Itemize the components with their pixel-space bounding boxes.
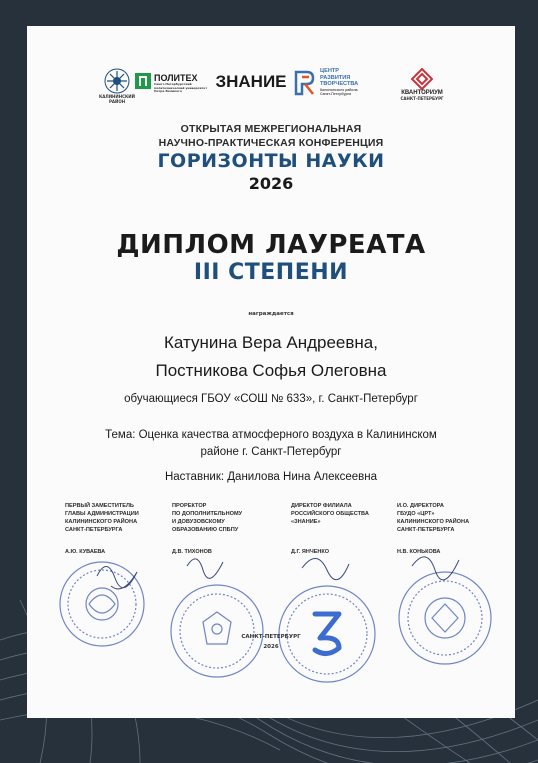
recipient-name-1: Катунина Вера Андреевна, <box>164 333 378 352</box>
ctr-line-2: РАЗВИТИЯ <box>320 74 351 81</box>
signature-3-line-2: РОССИЙСКОГО ОБЩЕСТВА <box>291 511 369 517</box>
signature-4-line-2: ГБУДО «ЦРТ» <box>397 511 435 517</box>
signature-3-line-1: ДИРЕКТОР ФИЛИАЛА <box>291 503 352 509</box>
recipient-name-2: Постникова Софья Олеговна <box>155 361 387 380</box>
signature-1-line-4: САНКТ-ПЕТЕРБУРГА <box>65 527 123 533</box>
politekh-label: ПОЛИТЕХ <box>154 73 198 83</box>
ctr-line-5: Санкт-Петербурга <box>320 91 352 96</box>
conference-title: ГОРИЗОНТЫ НАУКИ <box>157 150 385 172</box>
znanie-logo <box>210 72 292 92</box>
signatory-1-name: А.Ю. КУВАЕВА <box>65 549 106 555</box>
kalininsky-label: КАЛИНИНСКИЙ <box>99 94 135 99</box>
stamps-area <box>27 526 515 706</box>
signature-4-line-4: САНКТ-ПЕТЕРБУРГА <box>397 527 455 533</box>
ctr-line-3: ТВОРЧЕСТВА <box>320 81 359 87</box>
diploma-title: ДИПЛОМ ЛАУРЕАТА <box>116 230 426 260</box>
kvantorium-label: КВАНТОРИУМ <box>401 90 443 96</box>
signatory-2-name: Д.В. ТИХОНОВ <box>172 549 212 555</box>
logo-row <box>27 68 515 128</box>
signature-1-line-3: КАЛИНИНСКОГО РАЙОНА <box>65 519 138 525</box>
kvantorium-sub: САНКТ-ПЕТЕРБУРГ <box>400 96 444 101</box>
ctr-mark-icon <box>293 68 317 96</box>
kalininsky-logo <box>97 68 137 104</box>
conference-line-2: НАУЧНО-ПРАКТИЧЕСКАЯ КОНФЕРЕНЦИЯ <box>158 137 384 149</box>
theme-line-2: районе г. Санкт-Петербург <box>200 446 342 458</box>
footer-year: 2026 <box>263 644 279 650</box>
footer-city: САНКТ-ПЕТЕРБУРГ <box>241 634 301 640</box>
theme-line-1: Тема: Оценка качества атмосферного воздуха в Калининском <box>105 429 437 441</box>
ctr-line-4: Калининского района <box>320 87 358 92</box>
signature-2-scribble <box>187 559 223 578</box>
stamp-4-icon <box>399 572 491 664</box>
theme-block <box>27 427 515 461</box>
signature-2-line-3: И ДОВУЗОВСКОМУ <box>172 519 225 525</box>
znanie-label: ЗНАНИЕ <box>215 72 287 91</box>
diploma-degree: III СТЕПЕНИ <box>193 260 349 285</box>
signature-block-3 <box>291 502 391 555</box>
conference-year: 2026 <box>248 174 294 193</box>
school-line: обучающиеся ГБОУ «СОШ № 633», г. Санкт-Петербург <box>124 393 418 405</box>
signatory-3-name: Д.Г. ЯНЧЕНКО <box>291 549 329 555</box>
awarded-label: награждается <box>248 311 294 317</box>
signature-2-line-2: ПО ДОПОЛНИТЕЛЬНОМУ <box>172 511 243 517</box>
signature-3-line-3: «ЗНАНИЕ» <box>291 519 321 525</box>
stamp-2-icon <box>171 585 263 677</box>
kvantorium-mark-icon <box>411 68 433 90</box>
ctr-line-1: ЦЕНТР <box>320 68 340 74</box>
kalininsky-sub: РАЙОН <box>108 99 126 104</box>
conference-line-1: ОТКРЫТАЯ МЕЖРЕГИОНАЛЬНАЯ <box>180 123 362 135</box>
mentor-line: Наставник: Данилова Нина Алексеевна <box>164 471 378 483</box>
kvantorium-logo <box>392 68 452 101</box>
politekh-mark-icon <box>135 73 151 89</box>
signature-4-line-1: И.О. ДИРЕКТОРА <box>397 503 444 509</box>
signatory-4-name: Н.В. КОНЬКОВА <box>397 549 441 555</box>
signature-2-line-4: ОБРАЗОВАНИЮ СПБПУ <box>172 527 239 533</box>
signature-2-line-1: ПРОРЕКТОР <box>172 503 207 509</box>
signature-1-line-1: ПЕРВЫЙ ЗАМЕСТИТЕЛЬ <box>65 503 134 509</box>
signature-4-line-3: КАЛИНИНСКОГО РАЙОНА <box>397 519 470 525</box>
signature-4-scribble <box>412 557 459 580</box>
politekh-sub: Санкт-Петербургский политехнический университет Петра Великого <box>154 82 208 94</box>
kalininsky-emblem-icon <box>104 68 130 94</box>
diploma-sheet <box>27 26 515 718</box>
signature-1-line-2: ГЛАВЫ АДМИНИСТРАЦИИ <box>65 511 139 517</box>
signature-3-scribble <box>302 558 349 579</box>
